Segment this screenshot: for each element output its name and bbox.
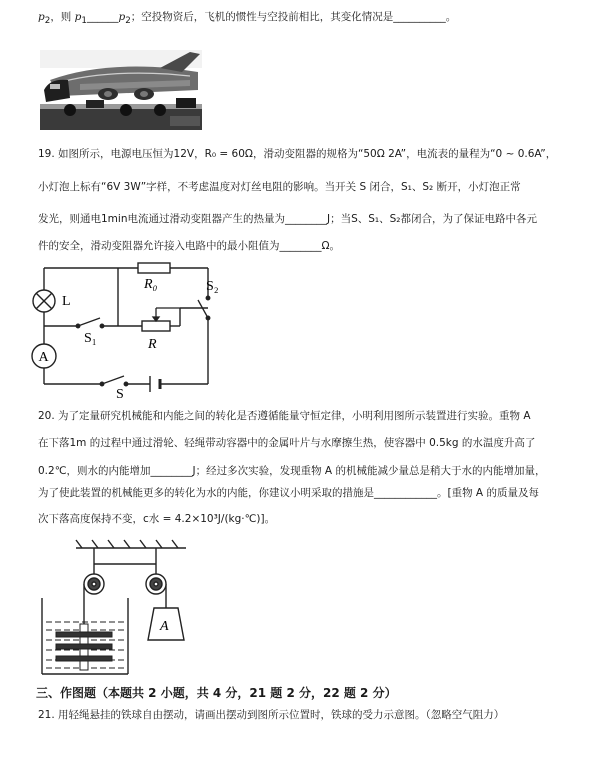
- switch-s1: [76, 318, 104, 328]
- q20-line-5: 次下落高度保持不变，c水 = 4.2×10³J/(kg·℃)]。: [38, 513, 276, 525]
- q18-text: ；空投物资后，飞机的惯性与空投前相比，其变化情况是: [130, 11, 394, 23]
- battery: [150, 376, 160, 392]
- q18-tail: [38, 10, 456, 28]
- airplane-photo: [40, 50, 202, 130]
- label-r0: R₀: [144, 277, 158, 292]
- pulley-left: [84, 574, 104, 594]
- q18-text: ，则: [50, 11, 75, 23]
- resistor-r: [142, 321, 170, 331]
- lamp-symbol: [33, 290, 55, 312]
- q18-text: 。: [445, 11, 457, 23]
- pulley-right: [146, 574, 166, 594]
- label-lamp: L: [62, 294, 71, 309]
- resistor-r0: [138, 263, 170, 273]
- label-ammeter: A: [38, 350, 49, 365]
- p2-subscript: 2: [44, 16, 51, 27]
- circuit-diagram: [30, 262, 220, 402]
- p1-subscript: 1: [81, 16, 87, 27]
- p2-subscript: 2: [125, 16, 131, 27]
- q20-line-4: 为了使此装置的机械能更多的转化为水的内能，你建议小明采取的措施是____________。[重物 A 的质量及每: [38, 487, 539, 499]
- q19-line-3: 发光，则通电1min电流通过滑动变阻器产生的热量为________J；当S、S₁、S₂都闭合，为了保证电路中各元: [38, 213, 537, 225]
- p2-symbol: p: [38, 11, 45, 23]
- q20-line-2: 在下落1m 的过程中通过滑轮、轻绳带动容器中的金属叶片与水摩擦生热，使容器中 0.5kg 的水温度升高了: [38, 437, 536, 449]
- section-3-heading: 三、作图题（本题共 2 小题，共 4 分，21 题 2 分，22 题 2 分）: [36, 686, 397, 700]
- metal-blades: [56, 624, 112, 670]
- q21-line-1: 21. 用轻绳悬挂的铁球自由摆动，请画出摆动到图所示位置时，铁球的受力示意图。（忽略空气阻力）: [38, 709, 505, 721]
- switch-s: [100, 376, 128, 386]
- q19-line-1: 19. 如图所示，电源电压恒为12V，R₀ = 60Ω，滑动变阻器的规格为“50Ω 2A”，电流表的量程为“0 ~ 0.6A”，: [38, 148, 557, 160]
- p1-symbol: p: [74, 11, 82, 23]
- p2-symbol: p: [118, 11, 126, 23]
- q20-line-3: 0.2℃，则水的内能增加________J；经过多次实验，发现重物 A 的机械能减少量总是稍大于水的内能增加量，: [38, 465, 546, 477]
- label-s2: S₂: [206, 279, 219, 294]
- label-s: S: [116, 387, 124, 402]
- q20-line-1: 20. 为了定量研究机械能和内能之间的转化是否遵循能量守恒定律，小明利用图所示装置进行实验。重物 A: [38, 410, 531, 422]
- compare-blank: ______: [86, 11, 119, 23]
- q19-line-2: 小灯泡上标有“6V 3W”字样，不考虑温度对灯丝电阻的影响。当开关 S 闭合，S₁、S₂ 断开，小灯泡正常: [38, 181, 521, 193]
- q19-line-4: 件的安全，滑动变阻器允许接入电路中的最小阻值为________Ω。: [38, 240, 341, 252]
- inertia-blank: __________: [393, 11, 446, 23]
- pulley-apparatus-diagram: [36, 538, 196, 680]
- label-r: R: [148, 337, 157, 352]
- label-s1: S₁: [84, 331, 97, 346]
- label-weight-a: A: [160, 619, 169, 634]
